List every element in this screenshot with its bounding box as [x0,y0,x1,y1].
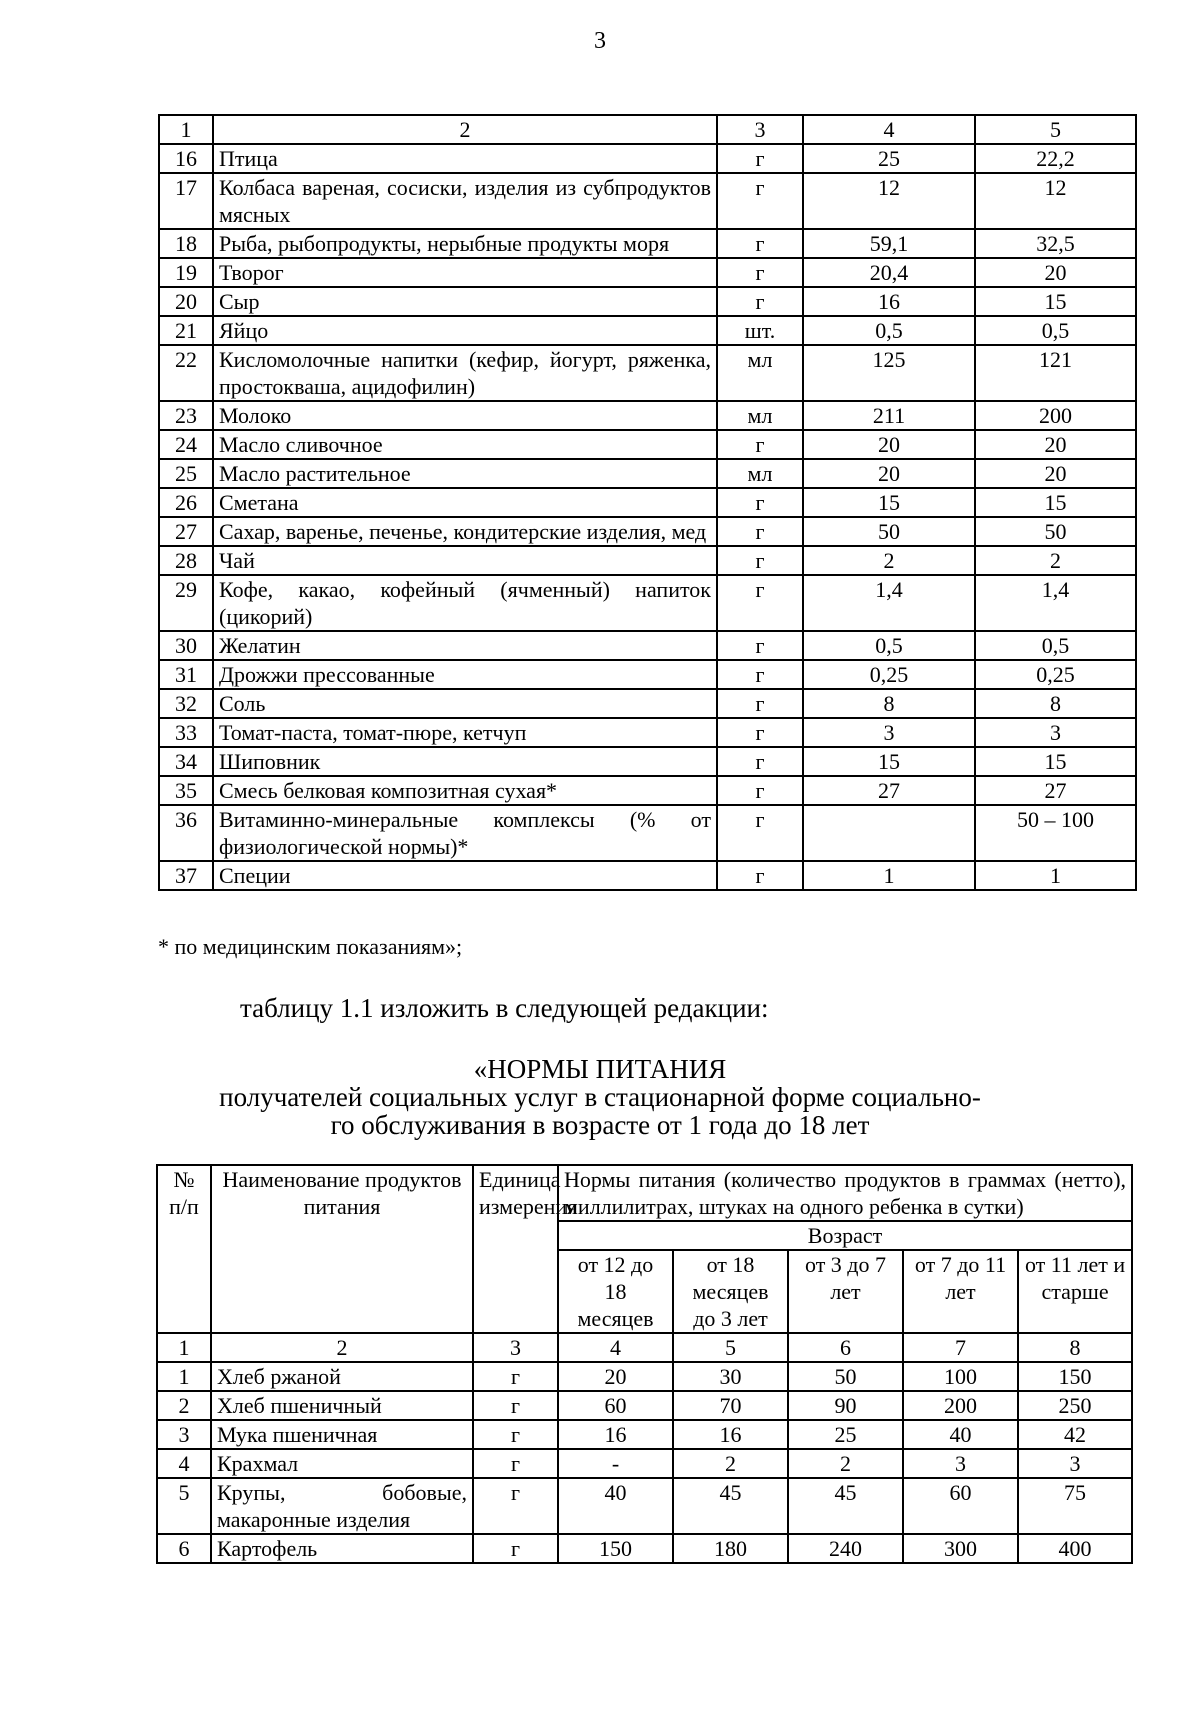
unit: г [717,718,803,747]
norm-value: 30 [673,1362,788,1391]
column-number: 4 [558,1333,673,1362]
norm-value: 3 [903,1449,1018,1478]
norm-value: 2 [803,546,975,575]
table-row [157,1420,1132,1449]
norm-value: 50 [788,1362,903,1391]
norm-value: 0,25 [803,660,975,689]
product-name: Кофе, какао, кофейный (ячменный) напиток (цикорий) [213,575,717,631]
heading-subtitle-line-2: го обслуживания в возрасте от 1 года до 18 лет [330,1110,870,1140]
product-name: Сыр [213,287,717,316]
norm-value: 3 [803,718,975,747]
unit: г [717,689,803,718]
product-name: Масло сливочное [213,430,717,459]
column-number: 5 [975,115,1136,144]
norm-value: 2 [673,1449,788,1478]
unit: г [717,258,803,287]
norm-value: 1,4 [803,575,975,631]
table-row [159,401,1136,430]
table-row [159,173,1136,229]
unit: г [717,805,803,861]
column-number: 4 [803,115,975,144]
column-header-unit: Единица измерения [473,1165,558,1333]
row-number: 35 [159,776,213,805]
norm-value: 50 [975,517,1136,546]
column-number: 2 [213,115,717,144]
norm-value: 60 [903,1478,1018,1534]
product-name: Дрожжи прессованные [213,660,717,689]
product-name: Витаминно-минеральные комплексы (% от физиологической нормы)* [213,805,717,861]
column-numbering-row [159,115,1136,144]
unit: мл [717,345,803,401]
norm-value: 1 [803,861,975,890]
heading-subtitle-line-1: получателей социальных услуг в стационарной форме социально- [219,1082,981,1112]
product-name: Желатин [213,631,717,660]
table-row [159,689,1136,718]
row-number: 3 [157,1420,211,1449]
row-number: 27 [159,517,213,546]
row-number: 24 [159,430,213,459]
table-heading [0,1055,1200,1139]
product-name: Сахар, варенье, печенье, кондитерские изделия, мед [213,517,717,546]
norm-value: 8 [975,689,1136,718]
table-row [159,776,1136,805]
column-number: 6 [788,1333,903,1362]
unit: г [473,1478,558,1534]
product-name: Мука пшеничная [211,1420,473,1449]
norm-value: 3 [1018,1449,1132,1478]
norm-value: 22,2 [975,144,1136,173]
norm-value: 150 [558,1534,673,1563]
row-number: 37 [159,861,213,890]
column-header-number: № п/п [157,1165,211,1333]
table-row [159,459,1136,488]
unit: г [717,861,803,890]
page-number: 3 [594,28,606,54]
table-row [159,345,1136,401]
norm-value: 59,1 [803,229,975,258]
row-number: 28 [159,546,213,575]
table-row [157,1449,1132,1478]
product-name: Яйцо [213,316,717,345]
norm-value: 180 [673,1534,788,1563]
norm-value: 45 [673,1478,788,1534]
norm-value: 40 [903,1420,1018,1449]
norm-value: 121 [975,345,1136,401]
table-row [157,1391,1132,1420]
unit: мл [717,401,803,430]
table-row [159,631,1136,660]
column-number: 5 [673,1333,788,1362]
column-number: 8 [1018,1333,1132,1362]
product-name: Кисломолочные напитки (кефир, йогурт, ряженка, простокваша, ацидофилин) [213,345,717,401]
norm-value: 0,25 [975,660,1136,689]
norm-value: 20 [975,459,1136,488]
column-header-norms: Нормы питания (количество продуктов в граммах (нетто), миллилитрах, штуках на одного ребенка в сутки) [558,1165,1132,1221]
norm-value: 0,5 [975,631,1136,660]
norm-value: 16 [803,287,975,316]
table-row [159,144,1136,173]
norm-value: 20,4 [803,258,975,287]
table-row [159,660,1136,689]
unit: г [717,660,803,689]
column-numbering-row [157,1333,1132,1362]
row-number: 25 [159,459,213,488]
row-number: 16 [159,144,213,173]
row-number: 4 [157,1449,211,1478]
norm-value: 300 [903,1534,1018,1563]
norm-value: 100 [903,1362,1018,1391]
table-row [157,1534,1132,1563]
table-row [159,229,1136,258]
product-name: Рыба, рыбопродукты, нерыбные продукты моря [213,229,717,258]
norm-value: 20 [803,459,975,488]
norm-value: 2 [975,546,1136,575]
column-header-age: Возраст [558,1221,1132,1250]
row-number: 22 [159,345,213,401]
product-name: Колбаса вареная, сосиски, изделия из субпродуктов мясных [213,173,717,229]
norm-value: 45 [788,1478,903,1534]
column-header-product-name: Наименование продуктов питания [211,1165,473,1333]
footnote: * по медицинским показаниям»; [158,934,463,959]
norm-value: 200 [975,401,1136,430]
norm-value: 125 [803,345,975,401]
norm-value [803,805,975,861]
unit: г [717,287,803,316]
column-number: 3 [473,1333,558,1362]
unit: г [717,776,803,805]
norm-value: 12 [803,173,975,229]
norm-value: 20 [558,1362,673,1391]
norm-value: - [558,1449,673,1478]
row-number: 32 [159,689,213,718]
norm-value: 90 [788,1391,903,1420]
age-group-header: от 3 до 7 лет [788,1250,903,1333]
norm-value: 8 [803,689,975,718]
table-row [159,575,1136,631]
norm-value: 27 [803,776,975,805]
food-norms-table-1-1 [156,1164,1133,1564]
product-name: Чай [213,546,717,575]
norm-value: 50 – 100 [975,805,1136,861]
norm-value: 1,4 [975,575,1136,631]
norm-value: 400 [1018,1534,1132,1563]
norm-value: 75 [1018,1478,1132,1534]
unit: шт. [717,316,803,345]
norm-value: 70 [673,1391,788,1420]
product-name: Творог [213,258,717,287]
table-row [157,1362,1132,1391]
row-number: 19 [159,258,213,287]
norm-value: 32,5 [975,229,1136,258]
norm-value: 150 [1018,1362,1132,1391]
norm-value: 0,5 [975,316,1136,345]
product-name: Крупы, бобовые, макаронные изделия [211,1478,473,1534]
norm-value: 60 [558,1391,673,1420]
norm-value: 240 [788,1534,903,1563]
row-number: 20 [159,287,213,316]
row-number: 29 [159,575,213,631]
product-name: Картофель [211,1534,473,1563]
norm-value: 211 [803,401,975,430]
row-number: 23 [159,401,213,430]
product-name: Шиповник [213,747,717,776]
product-name: Смесь белковая композитная сухая* [213,776,717,805]
table-row [159,546,1136,575]
product-name: Соль [213,689,717,718]
norm-value: 15 [803,488,975,517]
norm-value: 0,5 [803,316,975,345]
column-number: 1 [159,115,213,144]
table-row [159,488,1136,517]
norm-value: 25 [788,1420,903,1449]
row-number: 31 [159,660,213,689]
norm-value: 42 [1018,1420,1132,1449]
row-number: 21 [159,316,213,345]
product-name: Сметана [213,488,717,517]
product-name: Хлеб пшеничный [211,1391,473,1420]
product-name: Специи [213,861,717,890]
norm-value: 27 [975,776,1136,805]
row-number: 6 [157,1534,211,1563]
column-number: 1 [157,1333,211,1362]
norm-value: 20 [803,430,975,459]
unit: г [473,1362,558,1391]
column-number: 7 [903,1333,1018,1362]
unit: г [717,631,803,660]
unit: г [717,229,803,258]
norm-value: 15 [975,287,1136,316]
table-row [159,805,1136,861]
row-number: 5 [157,1478,211,1534]
norm-value: 1 [975,861,1136,890]
age-group-header: от 18 месяцев до 3 лет [673,1250,788,1333]
product-name: Масло растительное [213,459,717,488]
row-number: 2 [157,1391,211,1420]
unit: г [717,517,803,546]
row-number: 30 [159,631,213,660]
unit: г [473,1420,558,1449]
row-number: 34 [159,747,213,776]
norm-value: 250 [1018,1391,1132,1420]
norm-value: 16 [558,1420,673,1449]
table-row [159,861,1136,890]
unit: мл [717,459,803,488]
norm-value: 2 [788,1449,903,1478]
table-row [159,718,1136,747]
product-name: Крахмал [211,1449,473,1478]
norm-value: 15 [975,747,1136,776]
norm-value: 25 [803,144,975,173]
product-name: Томат-паста, томат-пюре, кетчуп [213,718,717,747]
table-row [159,517,1136,546]
column-number: 3 [717,115,803,144]
norm-value: 40 [558,1478,673,1534]
row-number: 26 [159,488,213,517]
unit: г [717,173,803,229]
norm-value: 0,5 [803,631,975,660]
row-number: 36 [159,805,213,861]
age-group-header: от 7 до 11 лет [903,1250,1018,1333]
row-number: 17 [159,173,213,229]
norm-value: 15 [975,488,1136,517]
food-norms-table-continued [158,114,1137,891]
unit: г [473,1449,558,1478]
unit: г [473,1534,558,1563]
table-row [159,747,1136,776]
product-name: Птица [213,144,717,173]
unit: г [717,144,803,173]
norm-value: 3 [975,718,1136,747]
unit: г [717,575,803,631]
row-number: 1 [157,1362,211,1391]
norm-value: 16 [673,1420,788,1449]
norm-value: 12 [975,173,1136,229]
unit: г [717,430,803,459]
norm-value: 50 [803,517,975,546]
heading-title: «НОРМЫ ПИТАНИЯ [473,1054,727,1084]
table-row [159,258,1136,287]
table-row [157,1478,1132,1534]
instruction-text: таблицу 1.1 изложить в следующей редакции: [240,993,769,1023]
unit: г [717,488,803,517]
norm-value: 20 [975,258,1136,287]
norm-value: 20 [975,430,1136,459]
table-row [159,430,1136,459]
unit: г [717,546,803,575]
table-row [159,316,1136,345]
row-number: 33 [159,718,213,747]
product-name: Хлеб ржаной [211,1362,473,1391]
norm-value: 15 [803,747,975,776]
product-name: Молоко [213,401,717,430]
age-group-header: от 11 лет и старше [1018,1250,1132,1333]
unit: г [473,1391,558,1420]
row-number: 18 [159,229,213,258]
norm-value: 200 [903,1391,1018,1420]
column-number: 2 [211,1333,473,1362]
table-row [159,287,1136,316]
age-group-header: от 12 до 18 месяцев [558,1250,673,1333]
unit: г [717,747,803,776]
